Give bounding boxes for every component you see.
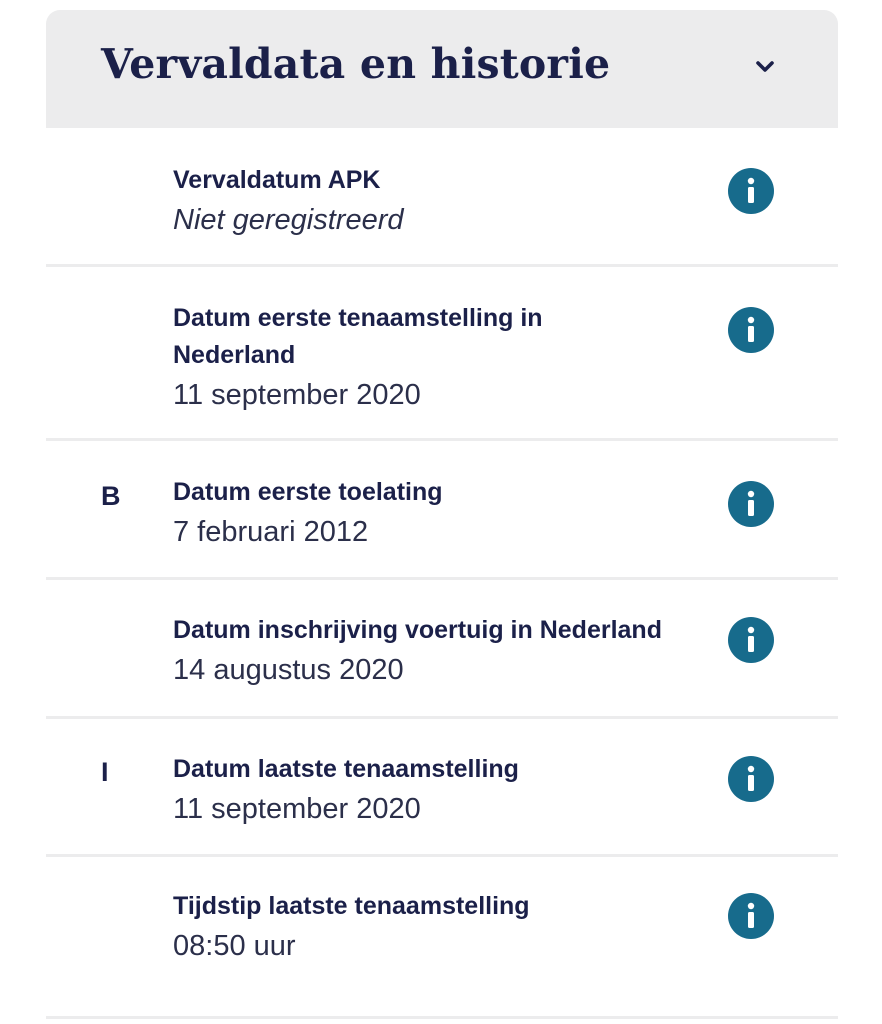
row-label: Datum eerste tenaamstelling in Nederland	[173, 304, 543, 369]
row-value: 14 augustus 2020	[173, 654, 404, 686]
row-label: Datum eerste toelating	[173, 478, 443, 506]
row-value: 7 februari 2012	[173, 516, 369, 548]
info-icon[interactable]	[728, 756, 774, 802]
row-label: Vervaldatum APK	[173, 166, 381, 194]
detail-row-last-registration-time	[46, 857, 838, 1019]
row-label: Datum inschrijving voertuig in Nederland	[173, 616, 662, 644]
row-marker: I	[101, 757, 109, 787]
row-value: 11 september 2020	[173, 793, 421, 825]
info-icon[interactable]	[728, 617, 774, 663]
info-icon[interactable]	[728, 168, 774, 214]
detail-row-apk-expiry	[46, 128, 838, 267]
row-marker: B	[101, 481, 121, 511]
panel-title: Vervaldata en historie	[101, 40, 611, 88]
row-value: 08:50 uur	[173, 930, 296, 962]
row-value: Niet geregistreerd	[173, 204, 404, 236]
info-icon[interactable]	[728, 481, 774, 527]
detail-row-first-registration-nl	[46, 267, 838, 441]
info-icon[interactable]	[728, 307, 774, 353]
detail-row-vehicle-registration-nl	[46, 580, 838, 719]
row-label: Datum laatste tenaamstelling	[173, 755, 519, 783]
row-label: Tijdstip laatste tenaamstelling	[173, 892, 530, 920]
info-icon[interactable]	[728, 893, 774, 939]
row-value: 11 september 2020	[173, 379, 421, 411]
detail-row-first-admission	[46, 441, 838, 580]
detail-row-last-registration-date	[46, 719, 838, 857]
detail-list	[46, 128, 838, 1019]
chevron-down-icon[interactable]	[752, 54, 778, 80]
expiry-history-panel	[46, 10, 838, 1024]
panel-header-toggle[interactable]	[46, 10, 838, 128]
